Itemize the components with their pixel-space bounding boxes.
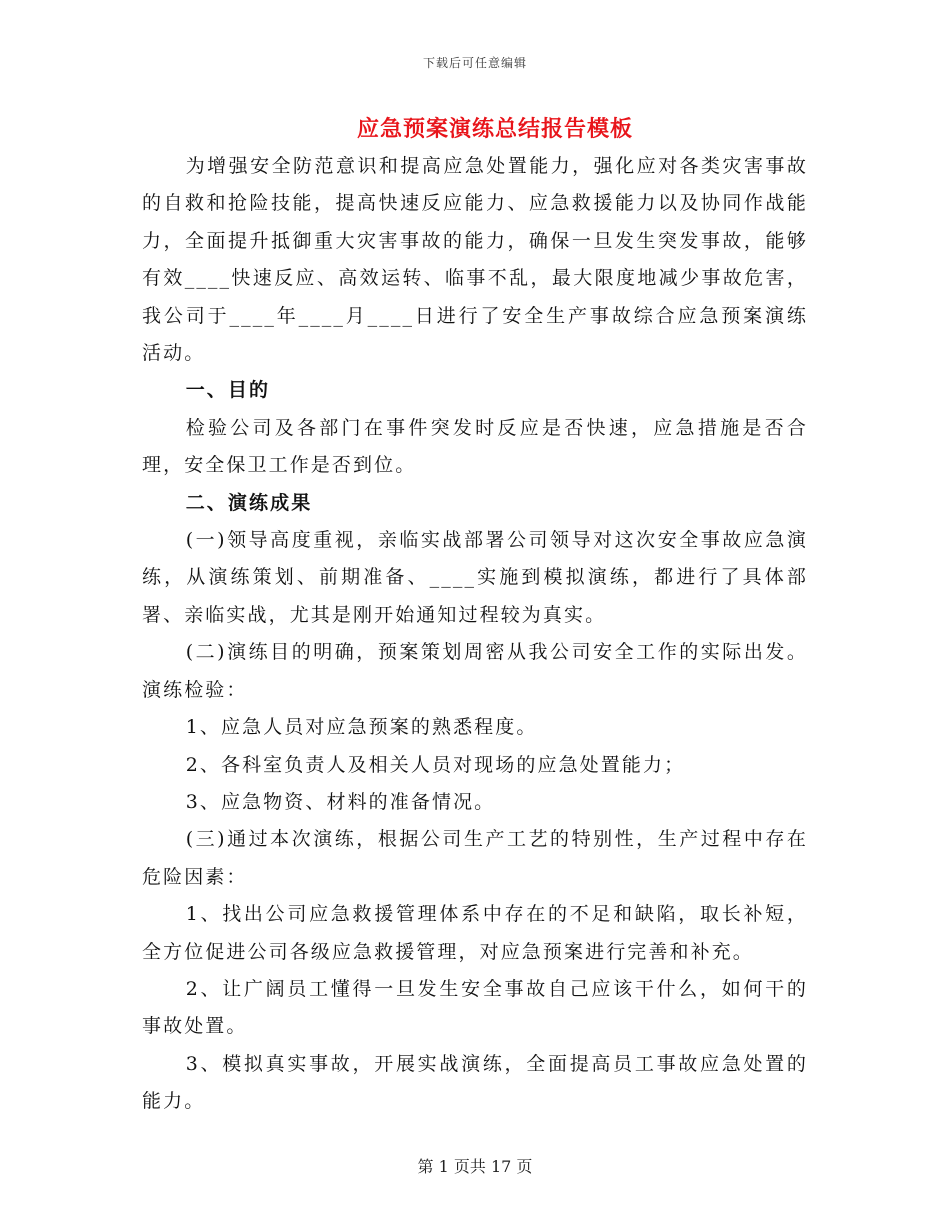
check-item-3: 3、应急物资、材料的准备情况。 bbox=[185, 790, 496, 813]
outcome-item-2: 2、让广阔员工懂得一旦发生安全事故自己应该干什么，如何干的事故处置。 bbox=[142, 977, 808, 1038]
check-item-1: 1、应急人员对应急预案的熟悉程度。 bbox=[185, 716, 538, 739]
outcome-item-1: 1、找出公司应急救援管理体系中存在的不足和缺陷，取长补短，全方位促进公司各级应急救援管理，对应急预案进行完善和补充。 bbox=[142, 903, 808, 963]
intro-paragraph: 为增强安全防范意识和提高应急处置能力，强化应对各类灾害事故的自救和抢险技能，提高快速反应能力、应急救援能力以及协同作战能力，全面提升抵御重大灾害事故的能力，确保一旦发生突发事故，能够有效____快速反应、高效运转、临事不乱，最大限度地减少事故危害，我公司于____年____月____日进行了安全生产事故综合应急预案演练活动。 bbox=[142, 155, 808, 365]
result-paragraph-2: (二)演练目的明确，预案策划周密从我公司安全工作的实际出发。演练检验： bbox=[142, 641, 808, 701]
page-number-footer: 第 1 页共 17 页 bbox=[417, 1157, 533, 1176]
document-body bbox=[142, 148, 808, 1121]
outcome-item-3: 3、模拟真实事故，开展实战演练，全面提高员工事故应急处置的能力。 bbox=[142, 1052, 808, 1113]
section-heading-results: 二、演练成果 bbox=[185, 491, 313, 514]
result-paragraph-1: (一)领导高度重视，亲临实战部署公司领导对这次安全事故应急演练，从演练策划、前期准备、____实施到模拟演练，都进行了具体部署、亲临实战，尤其是刚开始通知过程较为真实。 bbox=[142, 529, 808, 626]
header-note: 下载后可任意编辑 bbox=[422, 56, 527, 70]
section-heading-purpose: 一、目的 bbox=[185, 379, 271, 402]
check-item-2: 2、各科室负责人及相关人员对现场的应急处置能力； bbox=[185, 753, 686, 776]
purpose-paragraph: 检验公司及各部门在事件突发时反应是否快速，应急措施是否合理，安全保卫工作是否到位。 bbox=[142, 416, 808, 477]
result-paragraph-3: (三)通过本次演练，根据公司生产工艺的特别性，生产过程中存在危险因素： bbox=[142, 828, 808, 888]
document-title: 应急预案演练总结报告模板 bbox=[356, 117, 633, 142]
